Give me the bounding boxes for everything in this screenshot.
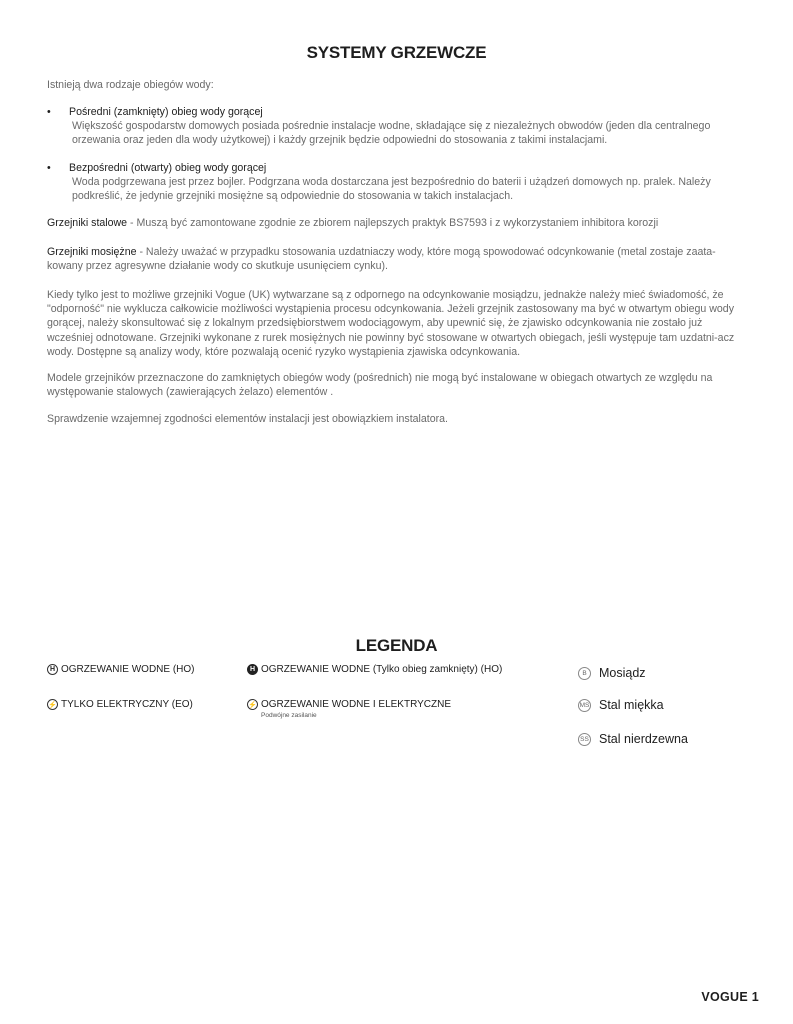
mild-steel-icon: MS	[578, 699, 591, 712]
steel-radiators-label: Grzejniki stalowe	[47, 217, 128, 229]
brass-icon: B	[578, 667, 591, 680]
legend-water-heating-closed	[247, 664, 502, 675]
legend-water-heating	[47, 664, 195, 675]
compatibility-paragraph: Sprawdzenie wzajemnej zgodności elementów instalacji jest obowiązkiem instalatora.	[47, 413, 448, 425]
steel-radiators-paragraph	[47, 216, 747, 230]
bullet-text: Woda podgrzewana jest przez bojler. Podgrzana woda dostarczana jest bezpośrednio do baterii i użądzeń domowych np. pralek. Należy podkreślić, że jedynie grzejniki mosiężne są odpowiednie do stosowania w takich instalacjach.	[72, 176, 711, 203]
legend-title: LEGENDA	[355, 636, 438, 655]
page-footer: VOGUE 1	[701, 990, 759, 1004]
material-mild-steel	[578, 698, 664, 712]
bullet-text: Większość gospodarstw domowych posiada pośrednie instalacje wodne, składające się z niezależnych obwodów (jeden dla centralnego orzewania oraz jeden dla wody użytkowej) i każdy grzejnik będzie odpowiedni do stosowania z takimi instalacjami.	[72, 120, 711, 147]
bullet-heading: Bezpośredni (otwarty) obieg wody gorącej	[69, 162, 267, 174]
bullet-marker: •	[47, 162, 51, 174]
material-label: Mosiądz	[599, 666, 646, 680]
electric-icon: ⚡	[47, 699, 58, 710]
material-label: Stal miękka	[599, 698, 664, 712]
brass-radiators-paragraph	[47, 245, 747, 273]
steel-radiators-text: - Muszą być zamontowane zgodnie ze zbiorem najlepszych praktyk BS7593 i z wykorzystaniem inhibitora korozji	[127, 217, 659, 229]
legend-electric-only	[47, 699, 193, 710]
legend-label: OGRZEWANIE WODNE I ELEKTRYCZNE	[261, 699, 452, 710]
stainless-steel-icon: SS	[578, 733, 591, 746]
material-label: Stal nierdzewna	[599, 732, 688, 746]
bullet-marker: •	[47, 106, 51, 118]
page-title: SYSTEMY GRZEWCZE	[306, 43, 487, 62]
material-stainless-steel	[578, 732, 688, 746]
models-paragraph: Modele grzejników przeznaczone do zamkniętych obiegów wody (pośrednich) nie mogą być instalowane w obiegach otwartych ze względu na występowanie stalowych (zawierających żelazo) elementów .	[47, 372, 713, 399]
water-heating-closed-icon: H	[247, 664, 258, 675]
brass-radiators-label: Grzejniki mosiężne	[47, 246, 137, 258]
water-heating-icon: H	[47, 664, 58, 675]
intro-text: Istnieją dwa rodzaje obiegów wody:	[47, 79, 214, 91]
material-brass	[578, 666, 646, 680]
legend-sublabel: Podwójne zasilanie	[261, 712, 317, 719]
dual-fuel-icon: ⚡	[247, 699, 258, 710]
legend-label: TYLKO ELEKTRYCZNY (EO)	[61, 699, 193, 710]
legend-dual-fuel-text	[261, 699, 451, 719]
bullet-heading: Pośredni (zamknięty) obieg wody gorącej	[69, 106, 263, 118]
legend-label: OGRZEWANIE WODNE (Tylko obieg zamknięty) (HO)	[261, 664, 503, 675]
legend-label: OGRZEWANIE WODNE (HO)	[61, 664, 195, 675]
legend-dual-fuel	[247, 699, 451, 719]
brass-radiators-text: - Należy uważać w przypadku stosowania uzdatniaczy wody, które mogą spowodować odcynkowanie (metal zostaje zaata-kowany przez agresywne działanie wody co skutkuje usunięciem cynku).	[47, 246, 716, 273]
vogue-paragraph: Kiedy tylko jest to możliwe grzejniki Vogue (UK) wytwarzane są z odpornego na odcynkowanie mosiądzu, jednakże należy mieć świadomość, że "odporność" nie wyklucza całkowicie możliwości wystąpienia procesu odcynkowania. Jeżeli grzejnik zastosowany ma być w otwartym obiegu wody gorącej, należy skonsultować się z lokalnym przedsiębiorstwem wodociągowym, aby upewnić się, że zjawisko odcynkowania nie zostało już wcześniej odnotowane. Grzejniki wykonane z rurek mosiężnych nie powinny być stosowane w otwartych obiegach, jeśli występuje tam uzdatni-acz wody. Dostępne są analizy wody, które pozwalają ocenić ryzyko wystąpienia zjawiska odcynkowania.	[47, 289, 735, 358]
